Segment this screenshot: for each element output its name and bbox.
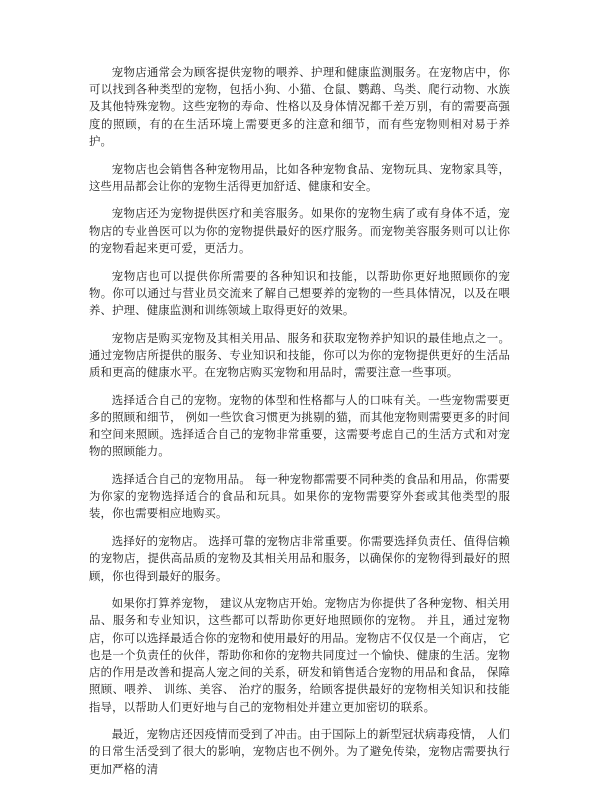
paragraph-choose-supplies: 选择适合自己的宠物用品。 每一种宠物都需要不同种类的食品和用品，你需要为你家的宠物选择适合的食品和玩具。如果你的宠物需要穿外套或其他类型的服装，你也需要相应地购买。 [89,472,510,521]
paragraph-start-here: 如果你打算养宠物， 建议从宠物店开始。宠物店为你提供了各种宠物、相关用品、服务和专业知识，这些都可以帮助你更好地照顾你的宠物。 并且，通过宠物店，你可以选择最适合你的宠物和使用最好的用品。宠物店不仅仅是一个商店， 它也是一个负责任的伙伴，帮助你和你的宠物共同度过一个愉快、健康的生活。宠物店的作用是改善和提高人宠之间的关系，研发和销售适合宠物的用品和食品， 保障照顾、喂养、 训练、美容、 治疗的服务，给顾客提供最好的宠物相关知识和技能指导，以帮助人们更好地与自己的宠物相处并建立更加密切的联系。 [89,596,510,714]
paragraph-intro: 宠物店通常会为顾客提供宠物的喂养、护理和健康监测服务。在宠物店中，你可以找到各种类型的宠物，包括小狗、小猫、仓鼠、鹦鹉、鸟类、爬行动物、水族及其他特殊宠物。这些宠物的寿命、性格以及身体情况都千差万别，有的需要高强度的照顾，有的在生活环境上需要更多的注意和细节，而有些宠物则相对易于养护。 [89,65,510,148]
paragraph-knowledge: 宠物店也可以提供你所需要的各种知识和技能，以帮助你更好地照顾你的宠物。你可以通过与营业员交流来了解自己想要养的宠物的一些具体情况，以及在喂养、护理、健康监测和训练领域上取得更好的效果。 [89,268,510,317]
paragraph-supplies: 宠物店也会销售各种宠物用品，比如各种宠物食品、宠物玩具、宠物家具等，这些用品都会让你的宠物生活得更加舒适、健康和安全。 [89,161,510,193]
paragraph-medical: 宠物店还为宠物提供医疗和美容服务。如果你的宠物生病了或有身体不适，宠物店的专业兽医可以为你的宠物提供最好的医疗服务。而宠物美容服务则可以让你的宠物看起来更可爱，更活力。 [89,206,510,255]
paragraph-pandemic: 最近，宠物店还因疫情而受到了冲击。由于国际上的新型冠状病毒疫情， 人们的日常生活受到了很大的影响，宠物店也不例外。为了避免传染，宠物店需要执行更加严格的清 [89,727,510,776]
paragraph-choose-pet: 选择适合自己的宠物。宠物的体型和性格都与人的口味有关。一些宠物需要更多的照顾和细节， 例如一些饮食习惯更为挑剔的猫，而其他宠物则需要更多的时间和空间来照顾。选择适合自己的宠物非常重要，这需要考虑自己的生活方式和对宠物的照顾能力。 [89,392,510,459]
document-body [89,64,510,788]
paragraph-best-place: 宠物店是购买宠物及其相关用品、服务和获取宠物养护知识的最佳地点之一。通过宠物店所提供的服务、专业知识和技能，你可以为你的宠物提供更好的生活品质和更高的健康水平。在宠物店购买宠物和用品时，需要注意一些事项。 [89,330,510,380]
paragraph-choose-store: 选择好的宠物店。 选择可靠的宠物店非常重要。你需要选择负责任、值得信赖的宠物店，提供高品质的宠物及其相关用品和服务，以确保你的宠物得到最好的照顾，你也得到最好的服务。 [89,534,510,583]
